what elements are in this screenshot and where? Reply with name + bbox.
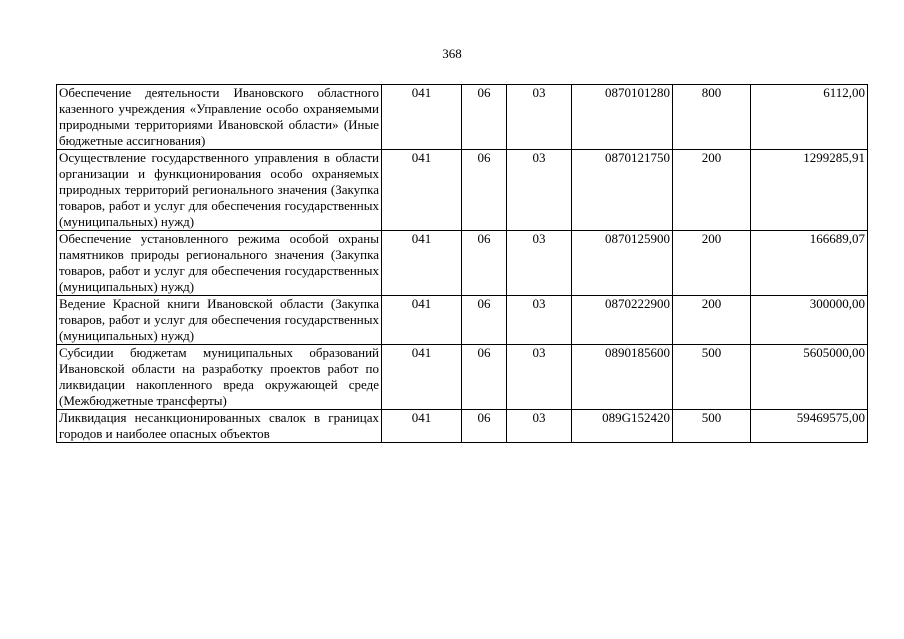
expense-type-code: 200 <box>673 231 751 296</box>
budget-table <box>56 84 868 443</box>
table-row <box>57 296 868 345</box>
table-row <box>57 85 868 150</box>
ministry-code: 041 <box>382 150 462 231</box>
table-row <box>57 410 868 443</box>
ministry-code: 041 <box>382 345 462 410</box>
amount: 5605000,00 <box>751 345 868 410</box>
expense-type-code: 500 <box>673 345 751 410</box>
row-description: Ведение Красной книги Ивановской области (Закупка товаров, работ и услуг для обеспечения государственных (муниципальных) нужд) <box>57 296 382 345</box>
row-description-text: Ликвидация несанкционированных свалок в границах городов и наиболее опасных объектов <box>59 410 379 441</box>
table-row <box>57 150 868 231</box>
row-description: Обеспечение деятельности Ивановского областного казенного учреждения «Управление особо охраняемыми природными территориями Ивановской области» (Иные бюджетные ассигнования) <box>57 85 382 150</box>
target-article-code: 0870125900 <box>572 231 673 296</box>
section-code: 06 <box>462 296 507 345</box>
section-code: 06 <box>462 345 507 410</box>
subsection-code: 03 <box>507 231 572 296</box>
target-article-code: 0890185600 <box>572 345 673 410</box>
subsection-code: 03 <box>507 296 572 345</box>
subsection-code: 03 <box>507 150 572 231</box>
table-row <box>57 231 868 296</box>
row-description: Осуществление государственного управления в области организации и функционирования особо охраняемых природных территорий регионального значения (Закупка товаров, работ и услуг для обеспечения государственных (муниципальных) нужд) <box>57 150 382 231</box>
ministry-code: 041 <box>382 231 462 296</box>
target-article-code: 0870101280 <box>572 85 673 150</box>
amount: 6112,00 <box>751 85 868 150</box>
target-article-code: 0870121750 <box>572 150 673 231</box>
section-code: 06 <box>462 231 507 296</box>
section-code: 06 <box>462 85 507 150</box>
ministry-code: 041 <box>382 296 462 345</box>
amount: 300000,00 <box>751 296 868 345</box>
expense-type-code: 500 <box>673 410 751 443</box>
subsection-code: 03 <box>507 410 572 443</box>
target-article-code: 089G152420 <box>572 410 673 443</box>
page-number: 368 <box>442 46 462 61</box>
expense-type-code: 200 <box>673 296 751 345</box>
ministry-code: 041 <box>382 410 462 443</box>
amount: 1299285,91 <box>751 150 868 231</box>
ministry-code: 041 <box>382 85 462 150</box>
subsection-code: 03 <box>507 345 572 410</box>
subsection-code: 03 <box>507 85 572 150</box>
row-description <box>57 410 382 443</box>
expense-type-code: 800 <box>673 85 751 150</box>
amount: 166689,07 <box>751 231 868 296</box>
target-article-code: 0870222900 <box>572 296 673 345</box>
section-code: 06 <box>462 410 507 443</box>
table-row <box>57 345 868 410</box>
amount: 59469575,00 <box>751 410 868 443</box>
row-description: Субсидии бюджетам муниципальных образований Ивановской области на разработку проектов работ по ликвидации накопленного вреда окружающей среде (Межбюджетные трансферты) <box>57 345 382 410</box>
row-description: Обеспечение установленного режима особой охраны памятников природы регионального значения (Закупка товаров, работ и услуг для обеспечения государственных (муниципальных) нужд) <box>57 231 382 296</box>
section-code: 06 <box>462 150 507 231</box>
expense-type-code: 200 <box>673 150 751 231</box>
